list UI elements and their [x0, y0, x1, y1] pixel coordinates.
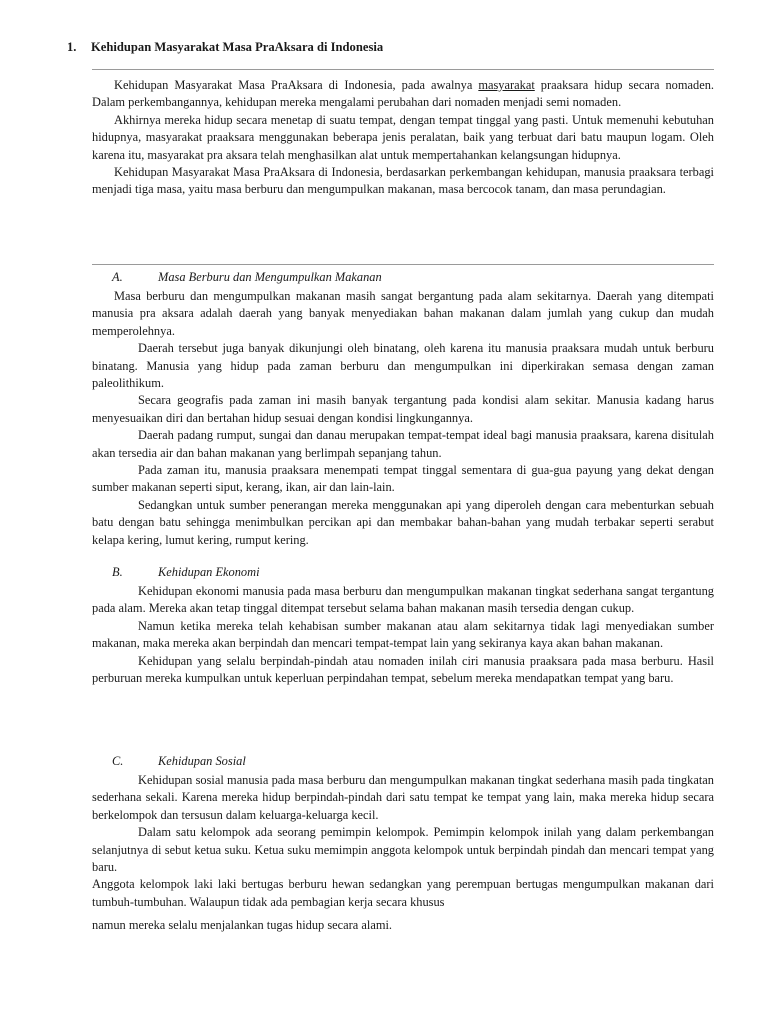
section-c-paragraph-3: Anggota kelompok laki laki bertugas berburu hewan sedangkan yang perempuan bertugas mengumpulkan makanan dari tumbuh-tumbuhan. Walaupun tidak ada pembagian kerja secara khusus: [92, 877, 714, 909]
section-c-block: [92, 772, 714, 935]
intro-block: [92, 77, 714, 199]
section-a-paragraph-1: Masa berburu dan mengumpulkan makanan masih sangat bergantung pada alam sekitarnya. Daerah yang ditempati manusia pra aksara adalah daerah yang banyak menyediakan bahan makanan dalam jumlah yang cukup dan mudah memperolehnya.: [92, 289, 714, 338]
section-a-paragraph-2: Daerah tersebut juga banyak dikunjungi oleh binatang, oleh karena itu manusia praaksara mudah untuk berburu binatang. Manusia yang hidup pada zaman berburu dan mengumpulkan ini diperkirakan semasa dengan zaman paleolithikum.: [92, 341, 714, 391]
section-c-paragraph-1: Kehidupan sosial manusia pada masa berburu dan mengumpulkan makanan tingkat sederhana masih pada tingkatan sederhana sekali. Karena mereka hidup berpindah-pindah dari satu tempat ke tempat yang lain, maka mereka hidup secara berkelompok dan tersusun dalam keluarga-keluarga kecil.: [92, 773, 714, 822]
section-heading: [67, 40, 383, 55]
horizontal-rule-middle: [92, 264, 714, 265]
subheading-b-title: Kehidupan Ekonomi: [158, 565, 260, 579]
subheading-c-title: Kehidupan Sosial: [158, 754, 246, 768]
section-b-paragraph-2: Namun ketika mereka telah kehabisan sumber makanan atau alam sekitarnya tidak lagi menyediakan sumber makanan, maka mereka akan berpindah dan mencari tempat-tempat lain yang sekiranya kaya akan bahan makanan.: [92, 618, 714, 651]
subheading-a-letter: A.: [112, 270, 123, 284]
section-a-block: [92, 288, 714, 549]
intro-paragraph-3: Kehidupan Masyarakat Masa PraAksara di Indonesia, berdasarkan perkembangan kehidupan, manusia praaksara terbagi menjadi tiga masa, yaitu masa berburu dan mengumpulkan makanan, masa bercocok tanam, dan masa perundagian.: [92, 165, 714, 197]
subheading-c-letter: C.: [112, 754, 124, 768]
section-c-paragraph-2: Dalam satu kelompok ada seorang pemimpin kelompok. Pemimpin kelompok inilah yang dalam perkembangan selanjutnya di sebut ketua suku. Ketua suku memimpin anggota kelompok untuk berpindah pindah dan mencari tempat yang baru.: [92, 825, 714, 875]
intro-paragraph-1: Kehidupan Masyarakat Masa PraAksara di Indonesia, pada awalnya masyarakat praaksara hidup secara nomaden. Dalam perkembangannya, kehidupan mereka mengalami perubahan dari nomaden menjadi semi nomaden.: [92, 78, 714, 110]
horizontal-rule-top: [92, 69, 714, 70]
section-c-paragraph-4: namun mereka selalu menjalankan tugas hidup secara alami.: [92, 918, 393, 933]
subheading-b: [112, 565, 512, 583]
heading-number: 1.: [67, 40, 77, 54]
section-b-block: [92, 583, 714, 687]
subheading-a-title: Masa Berburu dan Mengumpulkan Makanan: [158, 270, 382, 284]
subheading-c: [112, 754, 512, 772]
section-a-paragraph-6: Sedangkan untuk sumber penerangan mereka menggunakan api yang diperoleh dengan cara mebenturkan sebuah batu dengan batu sehingga menimbulkan percikan api dan membakar bahan-bahan yang mudah terbakar seperti serabut kelapa kering, lumut kering, rumput kering.: [92, 497, 714, 547]
masyarakat-link[interactable]: masyarakat: [478, 78, 535, 92]
subheading-b-letter: B.: [112, 565, 123, 579]
section-a-paragraph-5: Pada zaman itu, manusia praaksara menempati tempat tinggal sementara di gua-gua payung yang dekat dengan sumber makanan seperti siput, kerang, ikan, air dan lain-lain.: [92, 463, 714, 495]
section-b-paragraph-1: Kehidupan ekonomi manusia pada masa berburu dan mengumpulkan makanan tingkat sederhana sangat tergantung pada alam. Mereka akan tetap tinggal ditempat tersebut selama bahan makanan masih tersedia dengan cukup.: [92, 584, 714, 616]
intro-paragraph-2: Akhirnya mereka hidup secara menetap di suatu tempat, dengan tempat tinggal yang pasti. Untuk memenuhi kebutuhan hidupnya, masyarakat praaksara menggunakan beberapa jenis peralatan, baik yang terbuat dari batu maupun logam. Oleh karena itu, masyarakat pra aksara telah menghasilkan alat untuk mempertahankan kelangsungan hidupnya.: [92, 112, 714, 162]
section-a-paragraph-4: Daerah padang rumput, sungai dan danau merupakan tempat-tempat ideal bagi manusia praaksara, karena disitulah akan tersedia air dan bahan makanan yang berlimpah sepanjang tahun.: [92, 428, 714, 460]
heading-title: Kehidupan Masyarakat Masa PraAksara di Indonesia: [91, 40, 384, 54]
subheading-a: [112, 270, 512, 288]
section-b-paragraph-3: Kehidupan yang selalu berpindah-pindah atau nomaden inilah ciri manusia praaksara pada masa berburu. Hasil perburuan mereka kumpulkan untuk keperluan perpindahan tempat, sebelum mereka mendapatkan tempat yang baru.: [92, 653, 714, 686]
section-a-paragraph-3: Secara geografis pada zaman ini masih banyak tergantung pada kondisi alam sekitar. Manusia kadang harus menyesuaikan diri dan bertahan hidup sesuai dengan kondisi lingkungannya.: [92, 393, 714, 425]
